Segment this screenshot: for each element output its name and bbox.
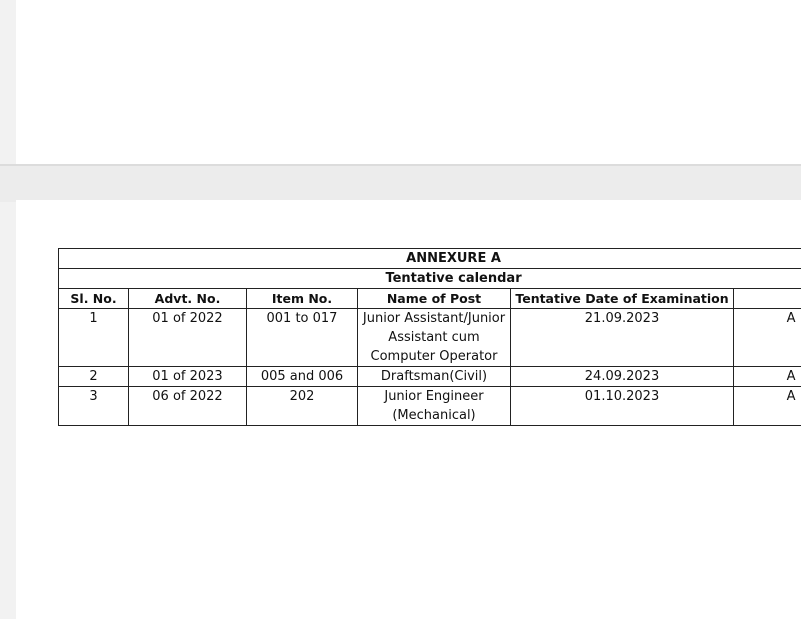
cell-item-no: 001 to 017 — [247, 309, 358, 367]
cell-sl-no: 1 — [59, 309, 129, 367]
table-row — [59, 367, 801, 387]
cell-tentative-date: 21.09.2023 — [511, 309, 734, 367]
cell-sl-no: 3 — [59, 387, 129, 426]
annexure-table-container — [58, 248, 801, 426]
cell-tentative-date: 24.09.2023 — [511, 367, 734, 387]
cell-tentative-date: 01.10.2023 — [511, 387, 734, 426]
page-separator — [0, 164, 801, 202]
cell-extra: A — [734, 367, 801, 387]
cell-name-of-post: Draftsman(Civil) — [358, 367, 511, 387]
annexure-subtitle: Tentative calendar — [59, 269, 801, 289]
header-name-of-post: Name of Post — [358, 289, 511, 309]
header-tentative-date: Tentative Date of Examination — [511, 289, 734, 309]
annexure-title-row — [59, 249, 801, 269]
header-extra — [734, 289, 801, 309]
cell-item-no: 005 and 006 — [247, 367, 358, 387]
cell-advt-no: 01 of 2023 — [129, 367, 247, 387]
cell-extra: A — [734, 309, 801, 367]
column-header-row — [59, 289, 801, 309]
cell-extra: A — [734, 387, 801, 426]
cell-advt-no: 06 of 2022 — [129, 387, 247, 426]
table-row — [59, 387, 801, 426]
annexure-title: ANNEXURE A — [59, 249, 801, 269]
header-advt-no: Advt. No. — [129, 289, 247, 309]
cell-advt-no: 01 of 2022 — [129, 309, 247, 367]
cell-name-of-post: Junior Assistant/Junior Assistant cum Computer Operator — [358, 309, 511, 367]
document-page-top — [16, 0, 801, 164]
cell-sl-no: 2 — [59, 367, 129, 387]
table-row — [59, 309, 801, 367]
annexure-subtitle-row — [59, 269, 801, 289]
cell-item-no: 202 — [247, 387, 358, 426]
tentative-calendar-table — [58, 248, 801, 426]
cell-name-of-post: Junior Engineer (Mechanical) — [358, 387, 511, 426]
header-sl-no: Sl. No. — [59, 289, 129, 309]
header-item-no: Item No. — [247, 289, 358, 309]
